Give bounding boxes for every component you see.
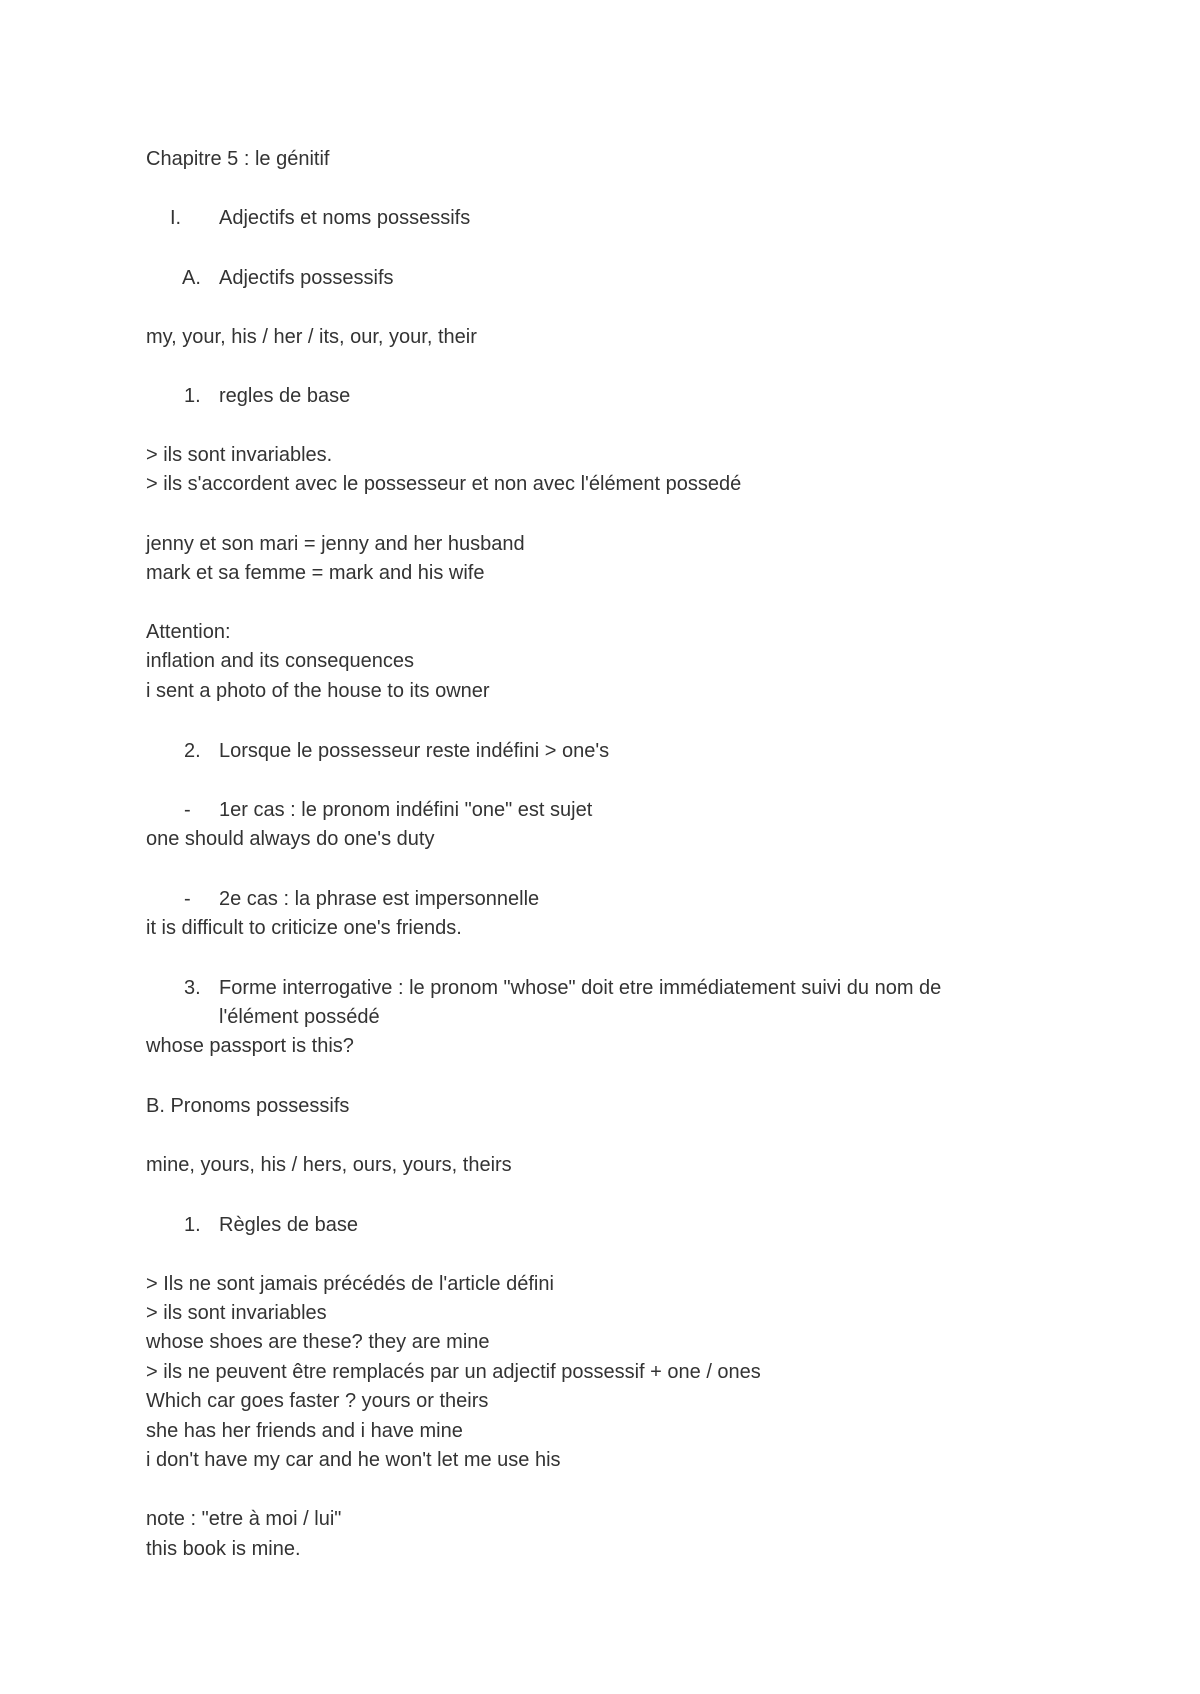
list-item: Lorsque le possesseur reste indéfini > one's xyxy=(219,740,610,762)
list-item: Forme interrogative : le pronom "whose" doit etre immédiatement suivi du nom de xyxy=(219,977,942,999)
text-line: mark et sa femme = mark and his wife xyxy=(146,562,485,584)
list-number: 1. xyxy=(184,385,201,407)
paragraph: my, your, his / her / its, our, your, their xyxy=(146,326,477,348)
text-line: > ils sont invariables. xyxy=(146,444,333,466)
text-line: Which car goes faster ? yours or theirs xyxy=(146,1390,489,1412)
paragraph: mine, yours, his / hers, ours, yours, theirs xyxy=(146,1154,512,1176)
list-number: 3. xyxy=(184,977,201,999)
list-item: Règles de base xyxy=(219,1214,358,1236)
text-line: > Ils ne sont jamais précédés de l'article défini xyxy=(146,1273,554,1295)
section-marker: I. xyxy=(170,207,182,229)
section-heading: Adjectifs et noms possessifs xyxy=(219,207,471,229)
text-line: this book is mine. xyxy=(146,1538,301,1560)
text-line: one should always do one's duty xyxy=(146,828,435,850)
text-line: i sent a photo of the house to its owner xyxy=(146,680,490,702)
list-item-continuation: l'élément possédé xyxy=(219,1006,380,1028)
text-line: jenny et son mari = jenny and her husband xyxy=(146,533,525,555)
subsection-heading: Adjectifs possessifs xyxy=(219,267,394,289)
bullet-dash: - xyxy=(184,888,191,910)
list-item: 1er cas : le pronom indéfini "one" est sujet xyxy=(219,799,593,821)
text-line: whose shoes are these? they are mine xyxy=(146,1331,490,1353)
list-item: regles de base xyxy=(219,385,351,407)
bullet-dash: - xyxy=(184,799,191,821)
text-line: note : "etre à moi / lui" xyxy=(146,1508,342,1530)
text-line: Attention: xyxy=(146,621,231,643)
text-line: > ils ne peuvent être remplacés par un adjectif possessif + one / ones xyxy=(146,1361,761,1383)
text-line: it is difficult to criticize one's friends. xyxy=(146,917,462,939)
text-line: i don't have my car and he won't let me use his xyxy=(146,1449,561,1471)
text-line: > ils s'accordent avec le possesseur et non avec l'élément possedé xyxy=(146,473,742,495)
list-number: 2. xyxy=(184,740,201,762)
text-line: inflation and its consequences xyxy=(146,650,414,672)
text-line: she has her friends and i have mine xyxy=(146,1420,463,1442)
page-title: Chapitre 5 : le génitif xyxy=(146,148,330,170)
text-line: whose passport is this? xyxy=(146,1035,354,1057)
section-heading: B. Pronoms possessifs xyxy=(146,1095,350,1117)
list-item: 2e cas : la phrase est impersonnelle xyxy=(219,888,540,910)
list-number: 1. xyxy=(184,1214,201,1236)
subsection-marker: A. xyxy=(182,267,201,289)
text-line: > ils sont invariables xyxy=(146,1302,327,1324)
